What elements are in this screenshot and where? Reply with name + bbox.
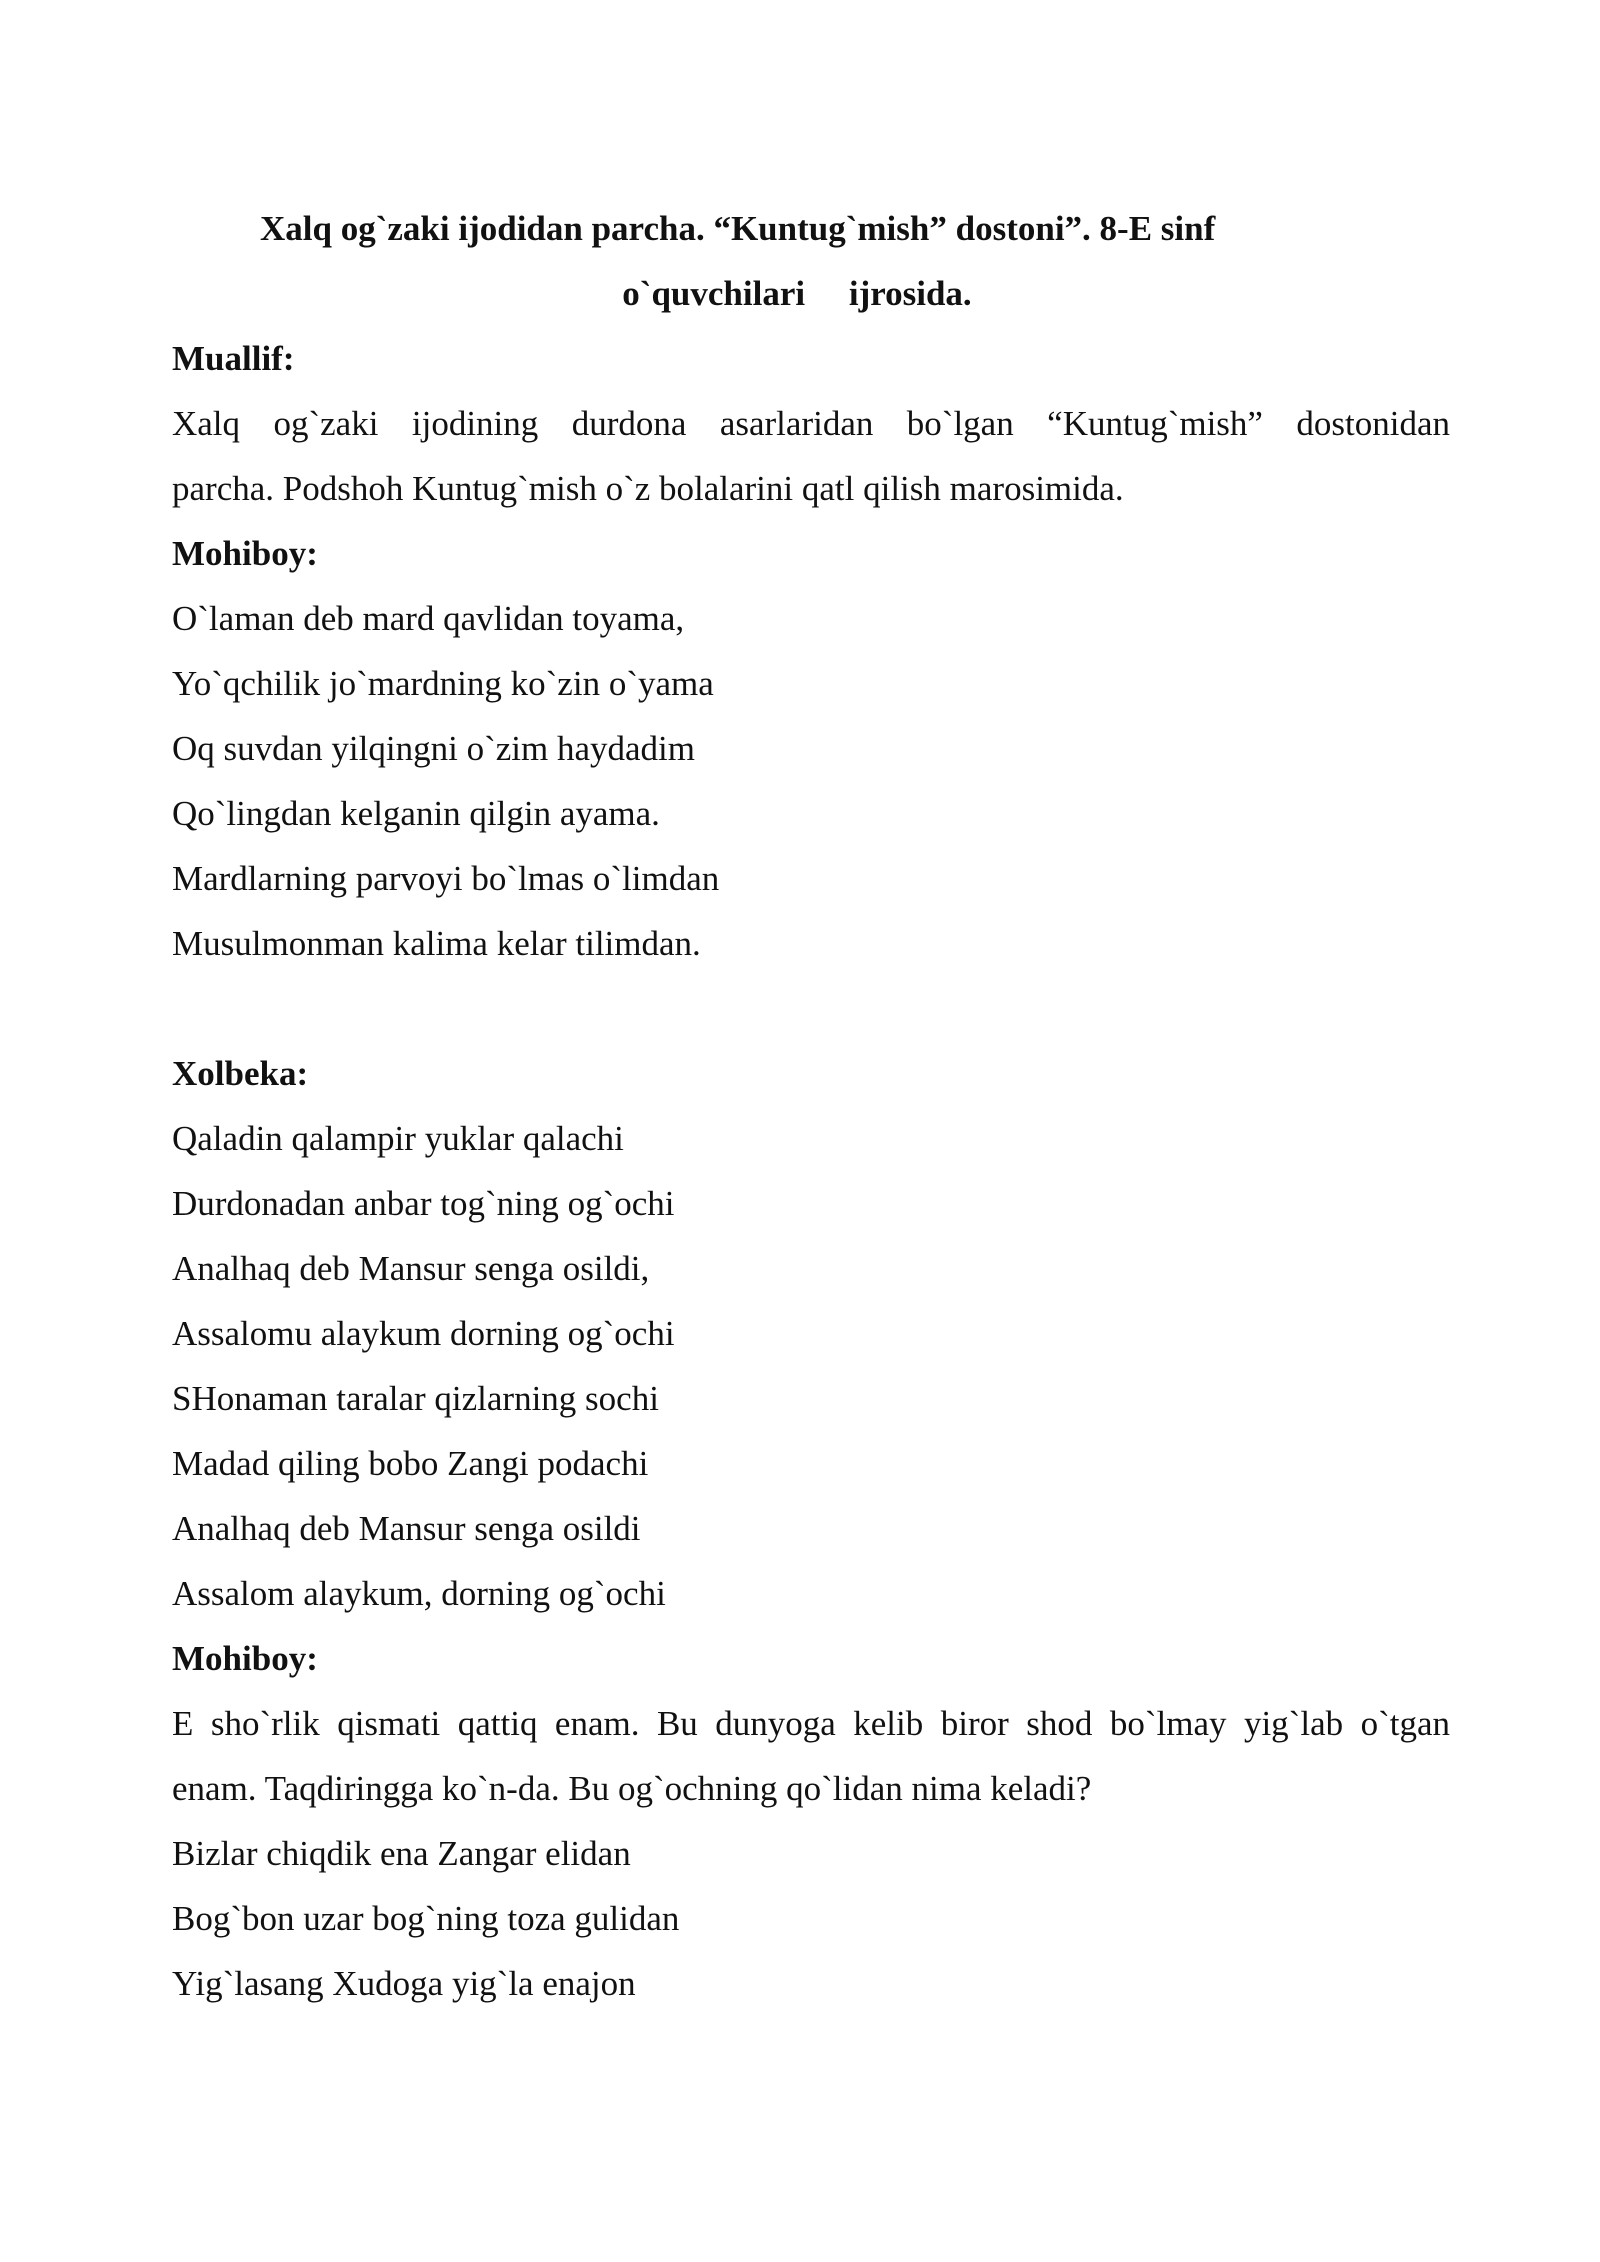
prose-line: parcha. Podshoh Kuntug`mish o`z bolalarini qatl qilish marosimida. [172,469,1124,508]
prose-line: E sho`rlik qismati qattiq enam. Bu dunyoga kelib biror shod bo`lmay yig`lab o`tgan [172,1704,1450,1743]
verse-line: Yig`lasang Xudoga yig`la enajon [172,1964,636,2003]
title-line-2: o`quvchilari ijrosida. [622,274,972,313]
verse-line: Assalomu alaykum dorning og`ochi [172,1314,675,1353]
verse-line: SHonaman taralar qizlarning sochi [172,1379,659,1418]
verse-line: Madad qiling bobo Zangi podachi [172,1444,649,1483]
prose-line: Xalq og`zaki ijodining durdona asarlaridan bo`lgan “Kuntug`mish” dostonidan [172,404,1450,443]
verse-line: Qaladin qalampir yuklar qalachi [172,1119,624,1158]
document-title [172,196,1452,326]
verse-line: Bizlar chiqdik ena Zangar elidan [172,1834,631,1873]
speaker-label: Xolbeka: [172,1054,309,1093]
verse-line: Bog`bon uzar bog`ning toza gulidan [172,1899,680,1938]
prose-line: enam. Taqdiringga ko`n-da. Bu og`ochning qo`lidan nima keladi? [172,1769,1092,1808]
speaker-label: Muallif: [172,339,295,378]
verse-line: Mardlarning parvoyi bo`lmas o`limdan [172,859,720,898]
verse-line: Durdonadan anbar tog`ning og`ochi [172,1184,675,1223]
document-body [172,326,1450,2016]
speaker-label: Mohiboy: [172,534,318,573]
speaker-label: Mohiboy: [172,1639,318,1678]
verse-line: Analhaq deb Mansur senga osildi [172,1509,641,1548]
verse-line: Musulmonman kalima kelar tilimdan. [172,924,701,963]
blank-line [172,976,1450,1041]
verse-line: Oq suvdan yilqingni o`zim haydadim [172,729,695,768]
verse-line: Analhaq deb Mansur senga osildi, [172,1249,650,1288]
verse-line: Qo`lingdan kelganin qilgin ayama. [172,794,660,833]
title-line-1: Xalq og`zaki ijodidan parcha. “Kuntug`mish” dostoni”. 8-E sinf [260,209,1216,248]
verse-line: O`laman deb mard qavlidan toyama, [172,599,685,638]
verse-line: Assalom alaykum, dorning og`ochi [172,1574,666,1613]
verse-line: Yo`qchilik jo`mardning ko`zin o`yama [172,664,714,703]
